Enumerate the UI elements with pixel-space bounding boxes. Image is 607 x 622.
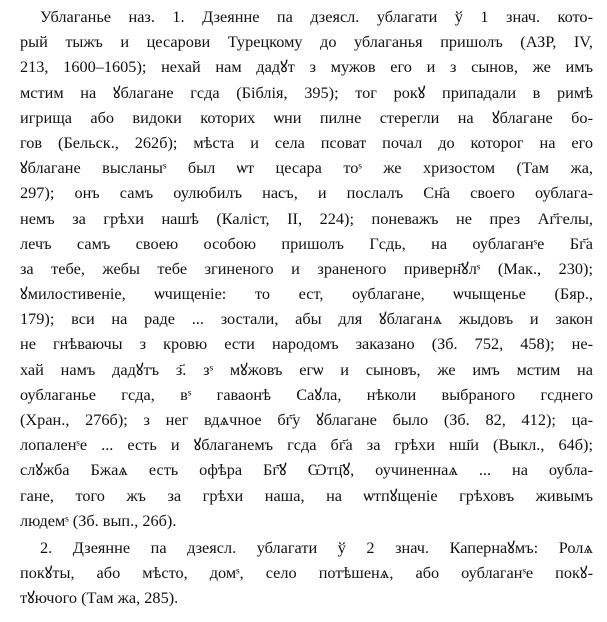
text-line: немъ за грѣхи нашѣ (Каліст, II, 224); поневажъ не през Аг҃гелы, <box>20 208 593 228</box>
text-line: хай намъ дадꙋтъ з҃. зˢ мꙋжовъ егѡ и сыновъ, же имъ мстим на <box>20 359 593 379</box>
text-line: людемˢ (Зб. вып., 26б). <box>20 510 177 530</box>
text-line: Ублаганье наз. 1. Дзеянне па дзеясл. ублагати ў 1 знач. кото- <box>40 7 593 26</box>
text-line: лопаленˢе ... есть и ꙋблаганемъ гсда бг҃а за грѣхи нш҃и (Выкл., 64б); <box>20 435 593 455</box>
text-line: мстим на ꙋблагане гсда (Біблія, 395); тог рокꙋ припадали в римѣ <box>20 82 593 102</box>
text-line: 213, 1600–1605); нехай нам дадꙋт з мужов его и з сынов, же имъ <box>20 57 593 77</box>
text-line: рый тыжъ и цесарови Турецкому до ублаганья пришолъ (АЗР, IV, <box>20 32 593 52</box>
text-line: тꙋючого (Там жа, 285). <box>20 588 179 608</box>
text-line: не гнѣваючы з кровю ести народомъ заказано (Зб. 752, 458); не- <box>20 334 593 354</box>
text-line: гов (Бельск., 262б); мѣста и села псоват почал до которог на его <box>20 132 593 152</box>
text-line: ꙋблагане высланыˢ был ѡт цесара тоˢ же хризостом (Там жа, <box>20 158 593 178</box>
text-line: игрища або видоки которих ѡни пилне стерегли на ꙋблагане бо- <box>20 107 593 127</box>
sense-2-paragraph <box>20 535 593 611</box>
text-line: покꙋты, або мѣсто, домˢ, село потѣшенѧ, або оублаганˢе покꙋ- <box>20 563 593 583</box>
text-line: лечъ самъ своею особою пришолъ Гсдь, на оублаганˢе Бг҃а <box>20 233 593 253</box>
text-line: 179); вси на раде ... зостали, абы для ꙋблаганѧ жыдовъ и закон <box>20 309 593 329</box>
text-line: 297); онъ самъ оулюбилъ насъ, и послалъ Сн҃а своего оублага- <box>20 183 593 203</box>
text-line: (Хран., 276б); з нег вдѧчное бг҃у ꙋблагане было (Зб. 82, 412); ца- <box>20 410 593 429</box>
text-line: ꙋмилостивеніе, ѡчищеніе: то ест, оублагане, ѡчыщенье (Бяр., <box>20 284 593 304</box>
sense-1-paragraph <box>20 4 593 533</box>
text-line: 2. Дзеянне па дзеясл. ублагати ў 2 знач. Капернаꙋмъ: Ролѧ <box>40 537 593 557</box>
text-line: гане, того жъ за грѣхи наша, на ѡтпꙋщеніе грѣховъ живымъ <box>20 485 593 505</box>
text-line: слꙋжба Бжаѧ есть офѣра Бг҃ꙋ Ѡтц҃ꙋ, оучиненнаѧ ... на оубла- <box>20 460 593 480</box>
text-line: оублаганье гсда, вˢ гаваонѣ Саꙋла, нѣколи выбраного гсднего <box>20 384 593 404</box>
text-line: за тебе, жебы тебе згиненого и зраненого приверн҃ꙋлˢ (Мак., 230); <box>20 258 593 278</box>
